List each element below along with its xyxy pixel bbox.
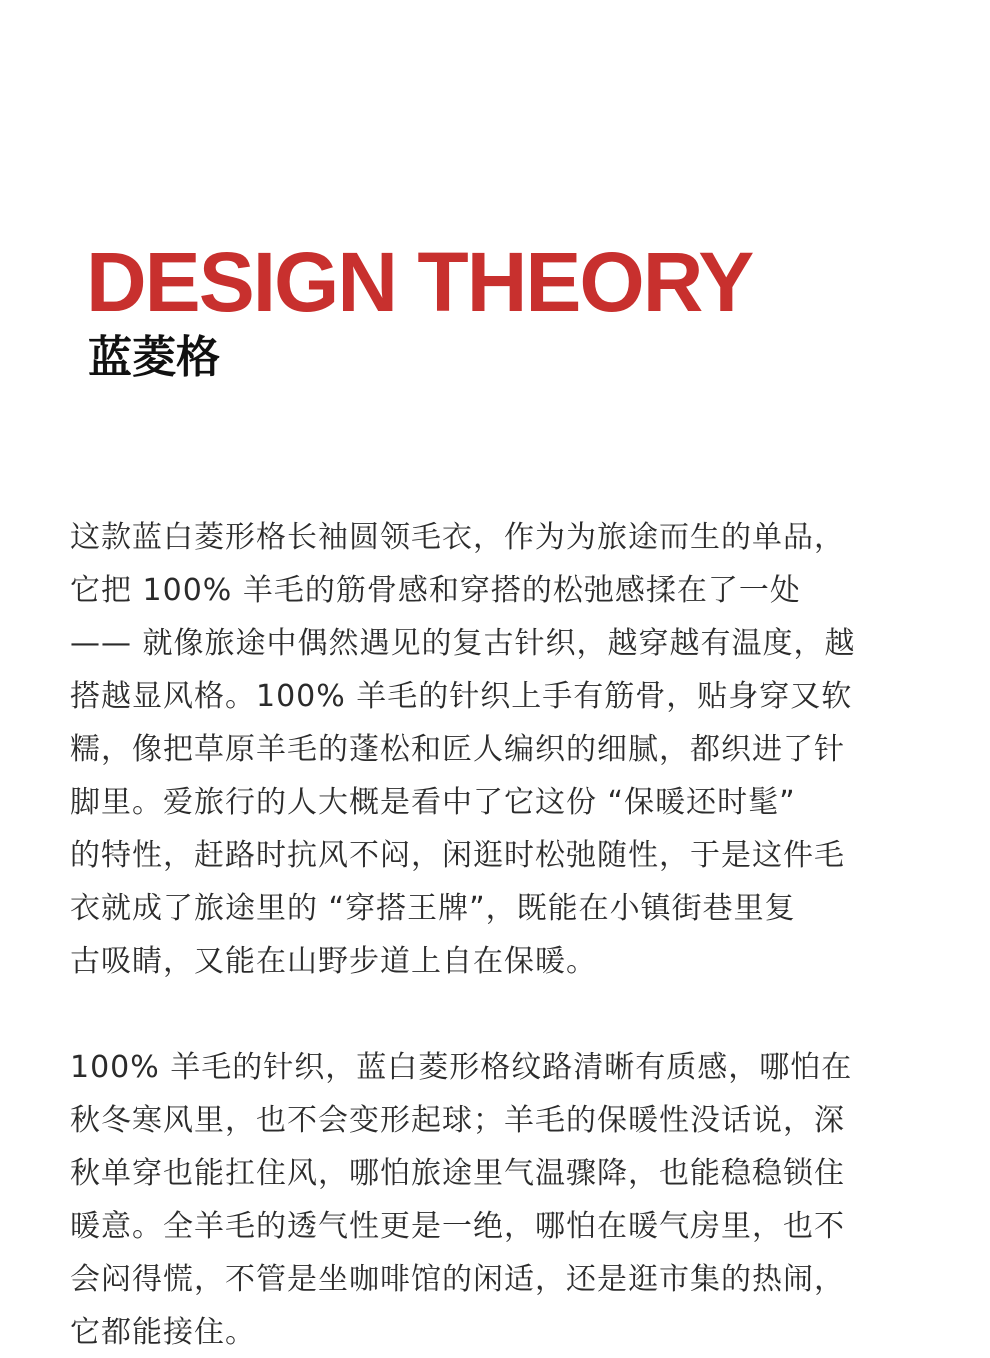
page-subtitle: 蓝菱格 [88, 332, 220, 383]
paragraph-line: 秋冬寒风里，也不会变形起球；羊毛的保暖性没话说，深 [70, 1103, 845, 1138]
paragraph-line: 这款蓝白菱形格长袖圆领毛衣，作为为旅途而生的单品， [70, 520, 845, 555]
paragraph-line: 的特性，赶路时抗风不闷，闲逛时松弛随性，于是这件毛 [70, 838, 845, 873]
paragraph-line: —— 就像旅途中偶然遇见的复古针织，越穿越有温度，越 [70, 626, 856, 661]
paragraph-line: 它把 100% 羊毛的筋骨感和穿搭的松弛感揉在了一处 [70, 573, 801, 608]
paragraph-line: 古吸睛，又能在山野步道上自在保暖。 [70, 944, 597, 979]
paragraph-line: 会闷得慌，不管是坐咖啡馆的闲适，还是逛市集的热闹， [70, 1262, 845, 1297]
paragraph-line: 暖意。全羊毛的透气性更是一绝，哪怕在暖气房里，也不 [70, 1209, 845, 1244]
paragraph-line: 秋单穿也能扛住风，哪怕旅途里气温骤降，也能稳稳锁住 [70, 1156, 845, 1191]
paragraph-line: 搭越显风格。100% 羊毛的针织上手有筋骨，贴身穿又软 [70, 679, 853, 714]
paragraph-line: 衣就成了旅途里的 “穿搭王牌”，既能在小镇街巷里复 [70, 891, 796, 926]
paragraph-line: 脚里。爱旅行的人大概是看中了它这份 “保暖还时髦” [70, 785, 796, 820]
paragraph-line: 100% 羊毛的针织，蓝白菱形格纹路清晰有质感，哪怕在 [70, 1050, 853, 1085]
paragraph-line: 糯，像把草原羊毛的蓬松和匠人编织的细腻，都织进了针 [70, 732, 845, 767]
paragraph-line: 它都能接住。 [70, 1315, 256, 1350]
page-title: DESIGN THEORY [86, 235, 753, 329]
